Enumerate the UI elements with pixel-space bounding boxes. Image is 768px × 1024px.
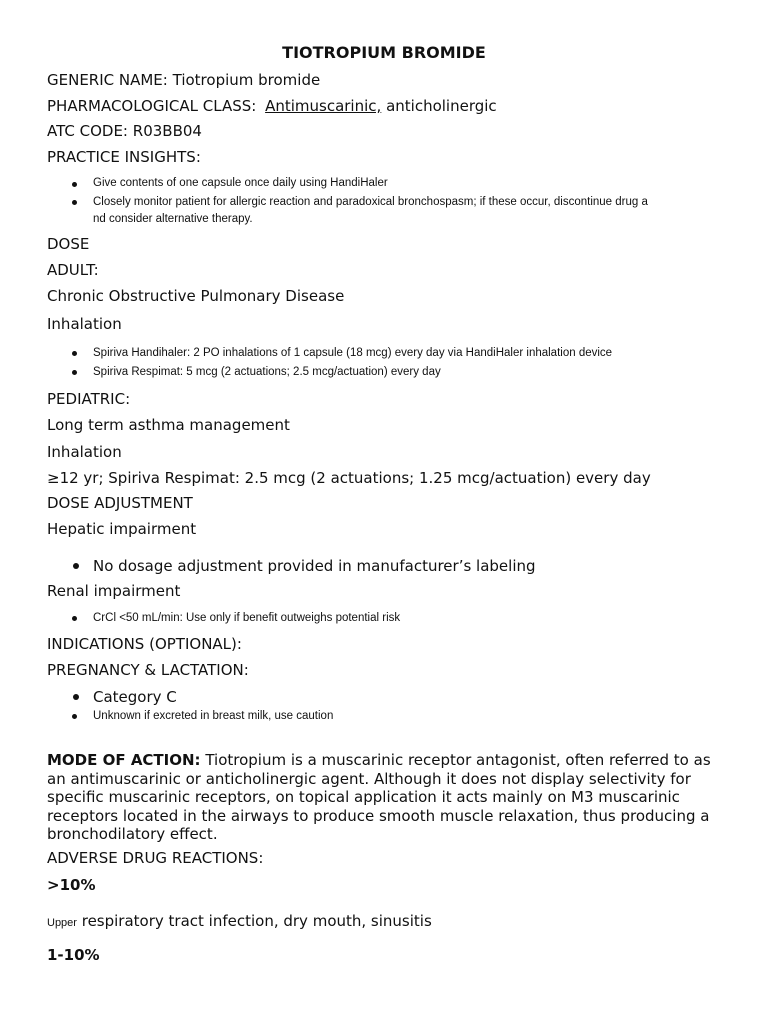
- bullet-icon: [72, 351, 77, 356]
- atc-code-value: R03BB04: [132, 122, 202, 140]
- atc-code-row: [47, 122, 202, 140]
- bullet-icon: [72, 200, 77, 205]
- adult-dose-item: Spiriva Handihaler: 2 PO inhalations of 1 capsule (18 mcg) every day via HandiHaler inhalation device: [93, 347, 613, 359]
- hepatic-item: No dosage adjustment provided in manufacturer’s labeling: [93, 557, 536, 575]
- pregnancy-category: Category C: [93, 688, 177, 706]
- bullet-icon: [72, 182, 77, 187]
- adr-range-heading: 1-10%: [47, 946, 100, 964]
- pharm-class-label: PHARMACOLOGICAL CLASS:: [47, 97, 257, 115]
- adr-gt10-small: Upper: [47, 917, 77, 929]
- mode-of-action-text: Tiotropium is a muscarinic receptor antagonist, often referred to as an antimuscarinic or anticholinergic agent. Although it does not display selectivity for specific muscarinic receptors, on topical application it acts mainly on M3 muscarinic receptors located in the airways to produce smooth muscle relaxation, thus producing a bronchodilatory effect.: [47, 751, 711, 843]
- bullet-icon: [72, 370, 77, 375]
- pediatric-heading: PEDIATRIC:: [47, 390, 131, 408]
- bullet-icon: [73, 563, 79, 569]
- generic-name-value: Tiotropium bromide: [167, 71, 321, 89]
- indications-heading: INDICATIONS (OPTIONAL):: [47, 635, 242, 653]
- adr-heading: ADVERSE DRUG REACTIONS:: [47, 849, 264, 867]
- lactation-item: Unknown if excreted in breast milk, use caution: [93, 710, 334, 722]
- insight-item: Closely monitor patient for allergic reaction and paradoxical bronchospasm; if these occur, discontinue drug a: [93, 196, 648, 208]
- copd-heading: Chronic Obstructive Pulmonary Disease: [47, 287, 345, 305]
- generic-name-label: GENERIC NAME: [47, 71, 163, 89]
- mode-of-action-paragraph: [47, 751, 727, 844]
- pregnancy-heading: PREGNANCY & LACTATION:: [47, 661, 249, 679]
- pharm-class-row: [47, 97, 497, 115]
- adr-gt10-row: [47, 911, 432, 930]
- dose-heading: DOSE: [47, 235, 90, 253]
- page-title: TIOTROPIUM BROMIDE: [282, 43, 486, 62]
- insight-item-continued: nd consider alternative therapy.: [93, 213, 253, 225]
- bullet-icon: [72, 714, 77, 719]
- renal-heading: Renal impairment: [47, 582, 181, 600]
- renal-item: CrCl <50 mL/min: Use only if benefit outweighs potential risk: [93, 612, 401, 624]
- dose-adjustment-heading: DOSE ADJUSTMENT: [47, 494, 193, 512]
- mode-of-action-label: MODE OF ACTION:: [47, 751, 201, 769]
- pharm-class-link[interactable]: Antimuscarinic,: [265, 97, 382, 115]
- adult-heading: ADULT:: [47, 261, 99, 279]
- atc-code-label: ATC CODE:: [47, 122, 128, 140]
- adult-dose-item: Spiriva Respimat: 5 mcg (2 actuations; 2.5 mcg/actuation) every day: [93, 366, 441, 378]
- bullet-icon: [73, 694, 79, 700]
- generic-name-row: [47, 71, 320, 89]
- inhalation-heading: Inhalation: [47, 315, 122, 333]
- adr-gt10-heading: >10%: [47, 876, 96, 894]
- generic-name-sep: :: [162, 71, 168, 89]
- ped-inhalation-heading: Inhalation: [47, 443, 122, 461]
- pediatric-dose-text: ≥12 yr; Spiriva Respimat: 2.5 mcg (2 actuations; 1.25 mcg/actuation) every day: [47, 469, 651, 487]
- practice-insights-heading: PRACTICE INSIGHTS:: [47, 148, 201, 166]
- asthma-heading: Long term asthma management: [47, 416, 290, 434]
- pharm-class-value: anticholinergic: [386, 97, 497, 115]
- hepatic-heading: Hepatic impairment: [47, 520, 197, 538]
- adr-gt10-text: respiratory tract infection, dry mouth, sinusitis: [76, 912, 432, 930]
- bullet-icon: [72, 616, 77, 621]
- insight-item: Give contents of one capsule once daily using HandiHaler: [93, 177, 388, 189]
